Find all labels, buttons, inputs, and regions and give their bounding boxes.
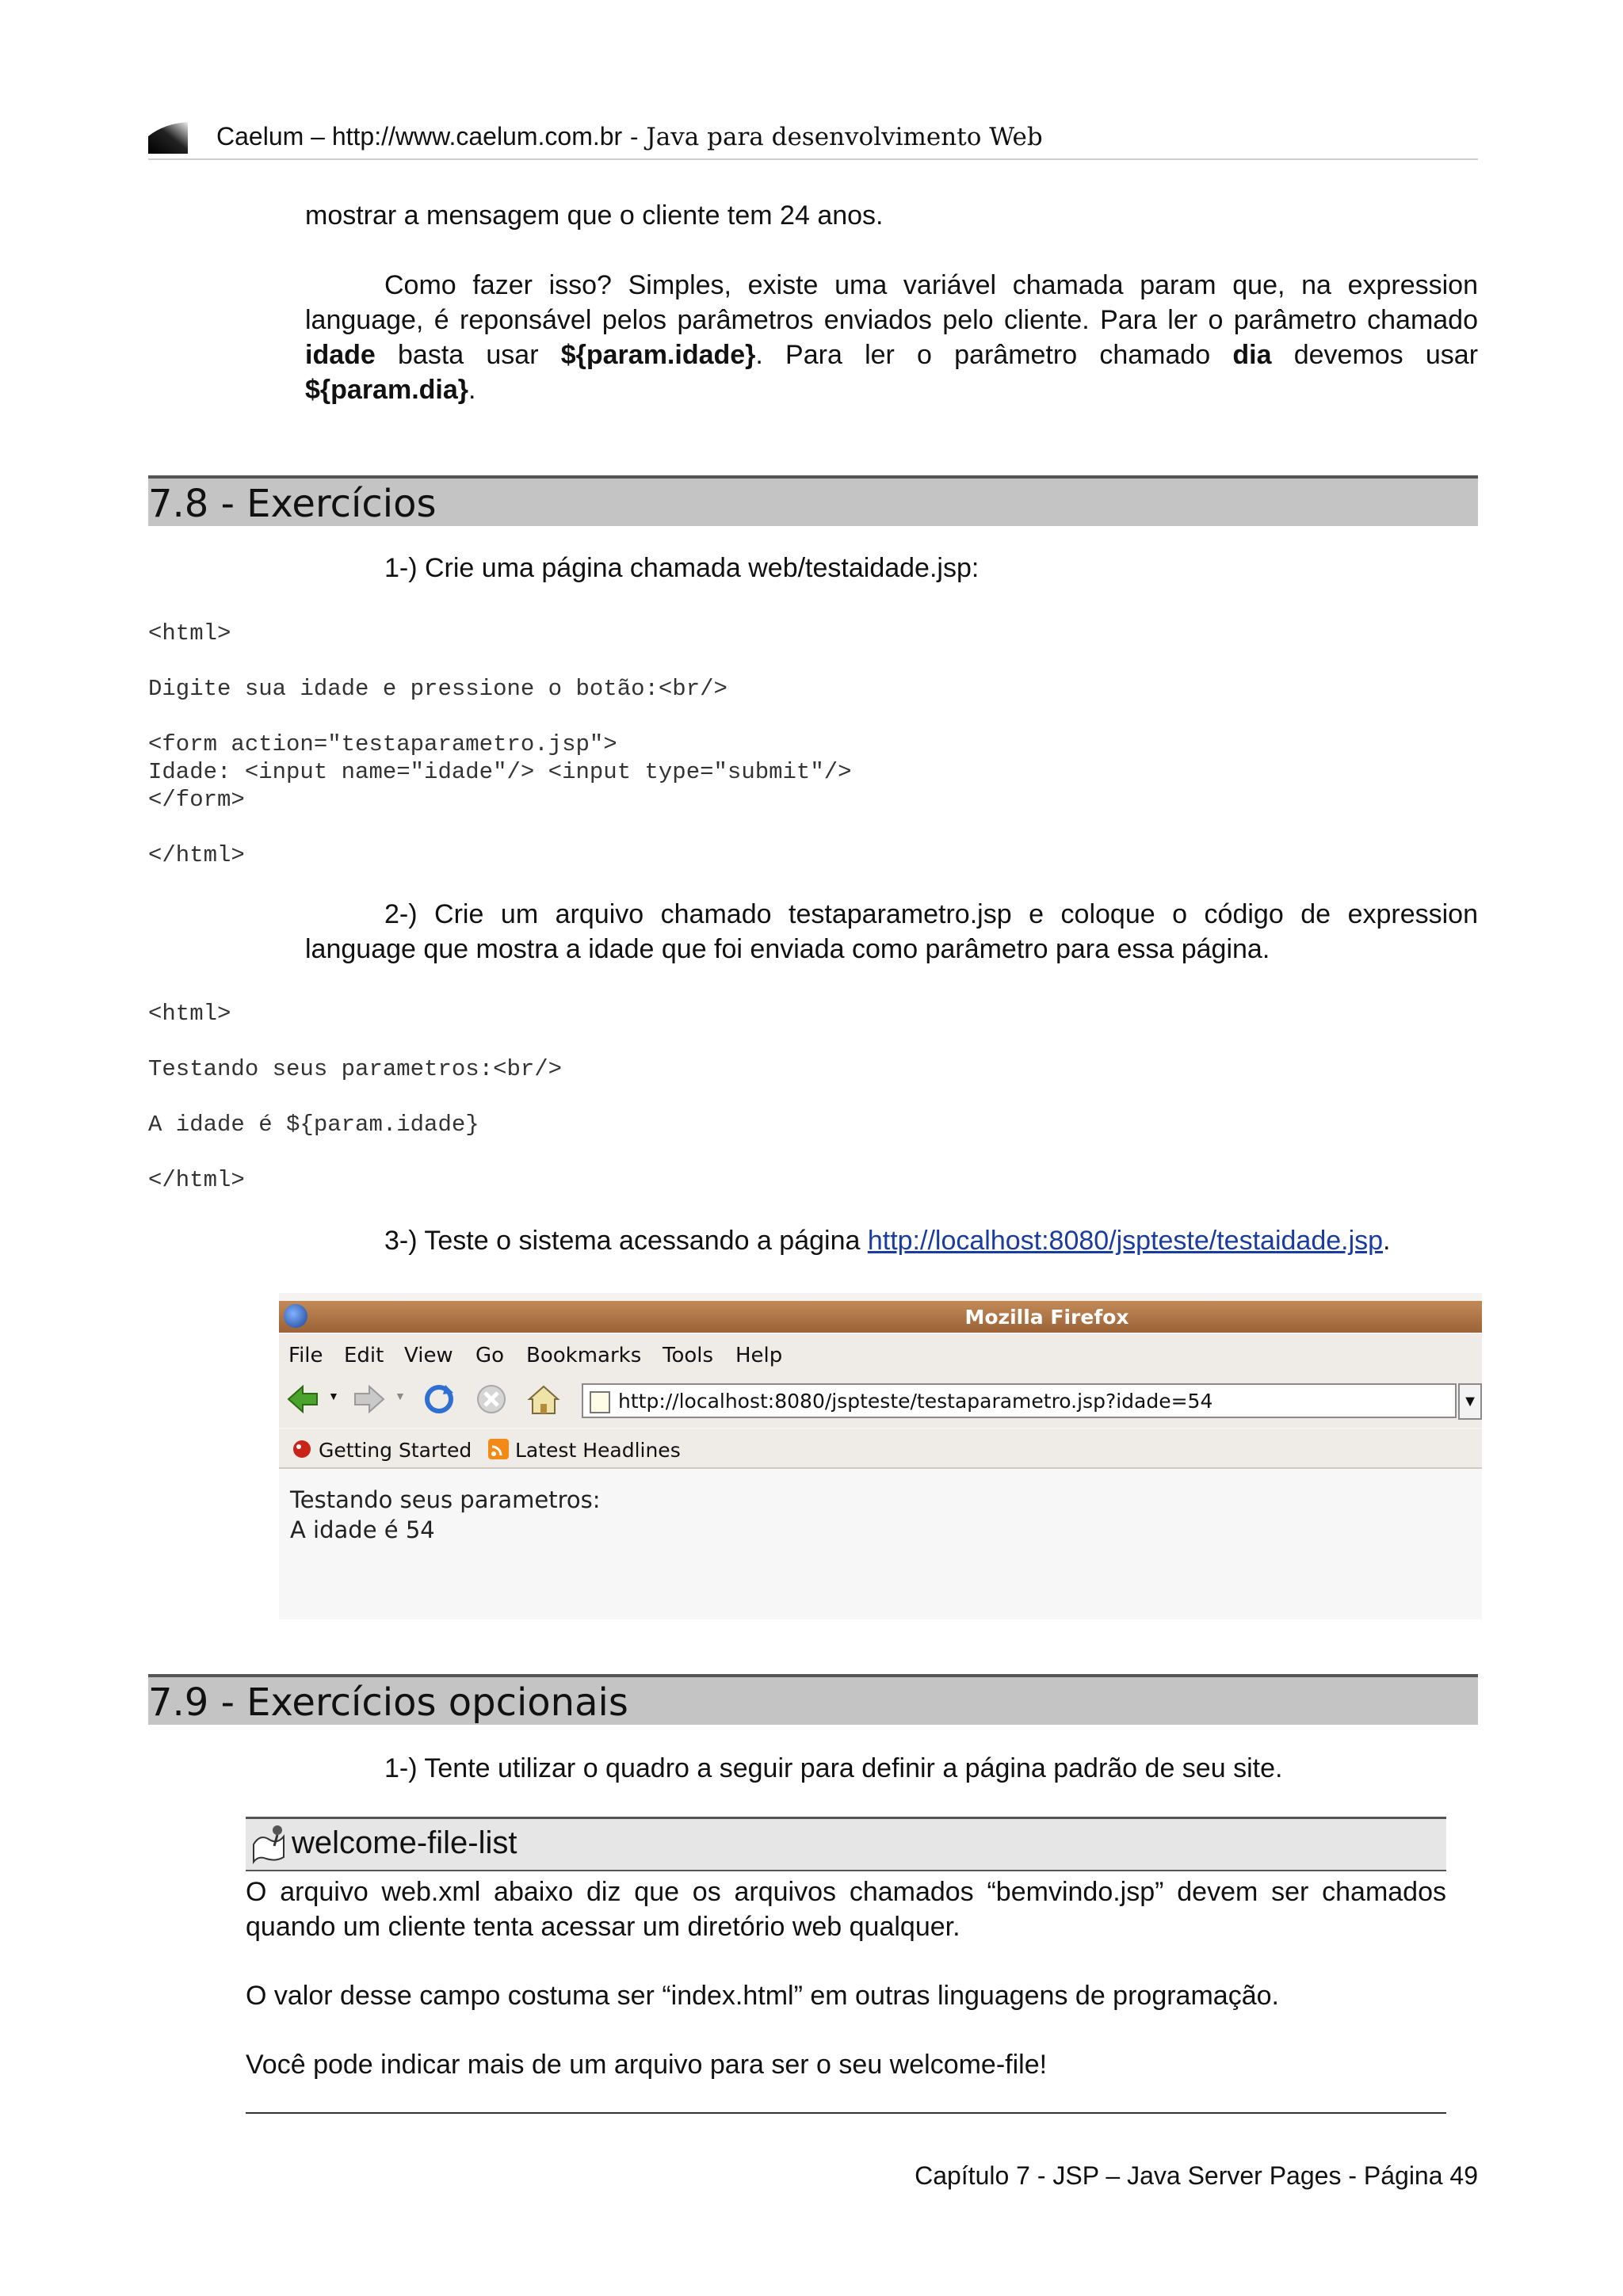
exercise-step-2: 2-) Crie um arquivo chamado testaparametro.jsp e coloque o código de expression language que mostra a idade que foi enviada como parâmetro para essa página. [305, 899, 1478, 964]
code-block-testaparametro: <html> Testando seus parametros:<br/> A idade é ${param.idade} </html> [148, 1001, 563, 1193]
intro-text-d: devemos usar [1271, 340, 1479, 370]
intro-paragraph [305, 268, 1478, 407]
page-footer: Capítulo 7 - JSP – Java Server Pages - Página 49 [915, 2161, 1478, 2190]
intro-bold-param-dia: ${param.dia} [305, 375, 468, 405]
menu-help[interactable]: Help [735, 1344, 783, 1367]
address-bar-url: http://localhost:8080/jspteste/testaparametro.jsp?idade=54 [618, 1390, 1213, 1413]
intro-text-a: Como fazer isso? Simples, existe uma variável chamada param que, na expression language, é reponsável pelos parâmetros enviados pelo cliente. Para ler o parâmetro chamado [305, 270, 1478, 335]
exercise-step-1: 1-) Crie uma página chamada web/testaidade.jsp: [384, 553, 980, 583]
intro-bold-idade: idade [305, 340, 376, 370]
intro-text-b: basta usar [375, 340, 561, 370]
tip-box-bottom-rule [246, 2112, 1446, 2114]
menu-go[interactable]: Go [475, 1344, 505, 1367]
stop-icon[interactable] [474, 1382, 509, 1417]
tip-paragraph-2: O valor desse campo costuma ser “index.html” em outras linguagens de programação. [246, 1981, 1279, 2011]
section-title: 7.8 - Exercícios [148, 482, 437, 526]
browser-titlebar [279, 1301, 1482, 1333]
pin-note-icon [249, 1822, 288, 1865]
menu-view[interactable]: View [404, 1344, 453, 1367]
intro-text-e: . [468, 375, 476, 405]
bookmark-latest-headlines[interactable]: Latest Headlines [515, 1439, 681, 1462]
testaidade-link[interactable]: http://localhost:8080/jspteste/testaidade.jsp [867, 1226, 1384, 1256]
rss-feed-icon [487, 1437, 510, 1461]
step3-prefix: 3-) Teste o sistema acessando a página [384, 1226, 868, 1256]
back-dropdown-icon[interactable]: ▼ [328, 1390, 339, 1402]
bookmark-getting-started[interactable]: Getting Started [319, 1439, 472, 1462]
address-dropdown-icon[interactable]: ▼ [1458, 1383, 1482, 1420]
section-heading-7-8 [148, 475, 1478, 526]
tip-paragraph-3: Você pode indicar mais de um arquivo para ser o seu welcome-file! [246, 2050, 1048, 2080]
menu-file[interactable]: File [288, 1344, 323, 1367]
header-separator: – [304, 122, 332, 151]
section-title: 7.9 - Exercícios opcionais [148, 1680, 628, 1725]
header-company: Caelum [216, 122, 304, 151]
browser-window-title: Mozilla Firefox [964, 1306, 1129, 1329]
forward-arrow-icon[interactable] [352, 1382, 387, 1417]
header-url: http://www.caelum.com.br [331, 122, 623, 151]
browser-menubar [279, 1334, 1482, 1372]
menu-tools[interactable]: Tools [663, 1344, 714, 1367]
section-heading-7-9 [148, 1674, 1478, 1725]
back-arrow-icon[interactable] [285, 1382, 320, 1417]
browser-toolbar [279, 1372, 1482, 1428]
exercise-step-3 [384, 1223, 1391, 1258]
menu-edit[interactable]: Edit [344, 1344, 384, 1367]
header-title: - Java para desenvolvimento Web [622, 123, 1043, 151]
step3-suffix: . [1383, 1226, 1391, 1256]
header-text [216, 122, 1043, 151]
tip-box-header [246, 1817, 1446, 1871]
content-line-2: A idade é 54 [290, 1516, 435, 1543]
code-block-testaidade: <html> Digite sua idade e pressione o botão:<br/> <form action="testaparametro.jsp"> Idade: <input name="idade"/> <input type="submit"/> </form> </html> [148, 620, 852, 868]
intro-text-c: . Para ler o parâmetro chamado [755, 340, 1233, 370]
caelum-logo-icon [148, 122, 188, 154]
home-icon[interactable] [526, 1382, 561, 1417]
browser-screenshot [279, 1293, 1482, 1619]
page-icon [590, 1391, 610, 1413]
intro-line: mostrar a mensagem que o cliente tem 24 anos. [305, 200, 884, 231]
tip-paragraph-1: O arquivo web.xml abaixo diz que os arquivos chamados “bemvindo.jsp” devem ser chamados quando um cliente tenta acessar um diretório web qualquer. [246, 1877, 1446, 1942]
intro-bold-dia: dia [1232, 340, 1272, 370]
forward-dropdown-icon[interactable]: ▼ [395, 1390, 406, 1402]
intro-bold-param-idade: ${param.idade} [560, 340, 756, 370]
optional-exercise-step-1: 1-) Tente utilizar o quadro a seguir para definir a página padrão de seu site. [384, 1753, 1283, 1783]
getting-started-icon [290, 1437, 314, 1461]
menu-bookmarks[interactable]: Bookmarks [526, 1344, 642, 1367]
browser-page-content [279, 1469, 1482, 1619]
tip-box-title: welcome-file-list [292, 1825, 517, 1860]
page-header [148, 117, 1478, 160]
address-bar[interactable] [582, 1383, 1457, 1418]
reload-icon[interactable] [422, 1382, 456, 1417]
content-line-1: Testando seus parametros: [290, 1486, 601, 1513]
bookmarks-toolbar [279, 1429, 1482, 1469]
